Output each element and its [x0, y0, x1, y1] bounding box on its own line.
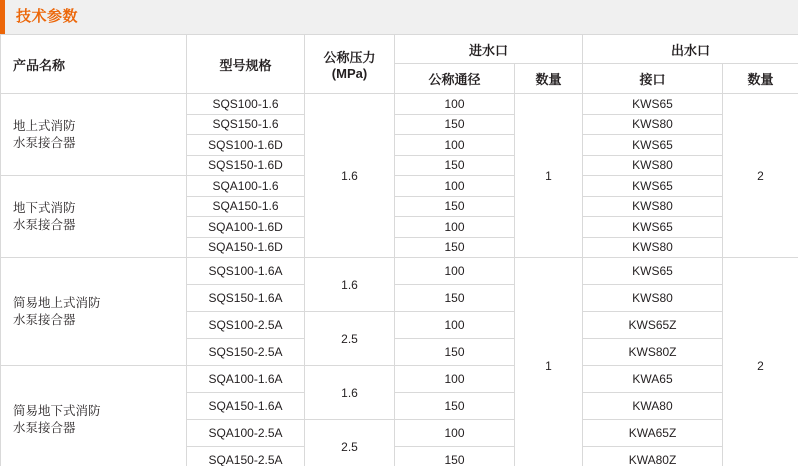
outlet-quantity-cell-bottom: 2	[723, 258, 798, 466]
model-cell: SQS150-1.6D	[187, 155, 305, 176]
diameter-cell: 150	[395, 285, 515, 312]
nominal-pressure-label-line1: 公称压力	[323, 50, 376, 65]
product-name-line-2: 水泵接合器	[13, 135, 76, 150]
pressure-cell-g3-high: 2.5	[305, 312, 395, 366]
section-title-bar	[0, 0, 798, 34]
interface-cell: KWS80	[583, 285, 723, 312]
model-cell: SQS100-2.5A	[187, 312, 305, 339]
diameter-cell: 100	[395, 366, 515, 393]
diameter-cell: 100	[395, 312, 515, 339]
model-cell: SQS150-1.6A	[187, 285, 305, 312]
product-name-cell-group-2	[1, 176, 187, 258]
diameter-cell: 100	[395, 94, 515, 115]
interface-cell: KWS65	[583, 135, 723, 156]
title-accent-bar	[0, 0, 5, 34]
model-cell: SQA100-1.6	[187, 176, 305, 197]
nominal-pressure-label-line2: (MPa)	[331, 66, 368, 81]
diameter-cell: 150	[395, 393, 515, 420]
product-name-line-1: 简易地上式消防	[13, 295, 101, 310]
product-name-cell-group-3	[1, 258, 187, 366]
diameter-cell: 100	[395, 420, 515, 447]
model-cell: SQS100-1.6	[187, 94, 305, 115]
table-row	[1, 94, 798, 115]
product-name-line-1: 地上式消防	[13, 118, 76, 133]
model-cell: SQA150-1.6A	[187, 393, 305, 420]
pressure-cell-top: 1.6	[305, 94, 395, 258]
model-cell: SQS100-1.6A	[187, 258, 305, 285]
interface-cell: KWA80Z	[583, 447, 723, 466]
diameter-cell: 100	[395, 258, 515, 285]
pressure-cell-g4-high: 2.5	[305, 420, 395, 466]
interface-cell: KWS65	[583, 258, 723, 285]
diameter-cell: 150	[395, 114, 515, 135]
interface-cell: KWS80	[583, 237, 723, 258]
diameter-cell: 150	[395, 196, 515, 217]
interface-cell: KWA80	[583, 393, 723, 420]
diameter-cell: 150	[395, 237, 515, 258]
diameter-cell: 150	[395, 339, 515, 366]
interface-cell: KWS65	[583, 94, 723, 115]
model-cell: SQA150-2.5A	[187, 447, 305, 466]
interface-cell: KWS65Z	[583, 312, 723, 339]
diameter-cell: 100	[395, 135, 515, 156]
column-header-model-spec: 型号规格	[187, 35, 305, 94]
inlet-quantity-cell-top: 1	[515, 94, 583, 258]
product-name-line-1: 地下式消防	[13, 200, 76, 215]
interface-cell: KWS65	[583, 176, 723, 197]
model-cell: SQA150-1.6	[187, 196, 305, 217]
product-name-cell-group-4	[1, 366, 187, 466]
page-title: 技术参数	[16, 8, 79, 25]
column-header-inlet-nominal-diameter: 公称通径	[395, 64, 515, 94]
table-row	[1, 258, 798, 285]
column-header-product-name: 产品名称	[1, 35, 187, 94]
column-header-inlet: 进水口	[395, 35, 583, 64]
diameter-cell: 100	[395, 176, 515, 197]
product-name-line-2: 水泵接合器	[13, 217, 76, 232]
column-header-outlet-quantity: 数量	[723, 64, 798, 94]
model-cell: SQS100-1.6D	[187, 135, 305, 156]
product-name-line-2: 水泵接合器	[13, 312, 76, 327]
table-body	[1, 94, 798, 466]
product-name-line-2: 水泵接合器	[13, 420, 76, 435]
interface-cell: KWS80	[583, 114, 723, 135]
diameter-cell: 100	[395, 217, 515, 238]
model-cell: SQA100-1.6A	[187, 366, 305, 393]
column-header-outlet: 出水口	[583, 35, 798, 64]
model-cell: SQA100-1.6D	[187, 217, 305, 238]
inlet-quantity-cell-bottom: 1	[515, 258, 583, 466]
table-header-row-1	[1, 35, 798, 64]
interface-cell: KWA65	[583, 366, 723, 393]
diameter-cell: 150	[395, 447, 515, 466]
diameter-cell: 150	[395, 155, 515, 176]
interface-cell: KWS80	[583, 196, 723, 217]
pressure-cell-g3-low: 1.6	[305, 258, 395, 312]
product-name-line-1: 简易地下式消防	[13, 403, 101, 418]
model-cell: SQS150-2.5A	[187, 339, 305, 366]
interface-cell: KWA65Z	[583, 420, 723, 447]
interface-cell: KWS80Z	[583, 339, 723, 366]
table-row	[1, 366, 798, 393]
model-cell: SQA100-2.5A	[187, 420, 305, 447]
table-header	[1, 35, 798, 94]
model-cell: SQS150-1.6	[187, 114, 305, 135]
interface-cell: KWS65	[583, 217, 723, 238]
pressure-cell-g4-low: 1.6	[305, 366, 395, 420]
column-header-nominal-pressure	[305, 35, 395, 94]
technical-parameters-table	[0, 34, 798, 466]
table-row	[1, 176, 798, 197]
column-header-inlet-quantity: 数量	[515, 64, 583, 94]
column-header-outlet-interface: 接口	[583, 64, 723, 94]
interface-cell: KWS80	[583, 155, 723, 176]
outlet-quantity-cell-top: 2	[723, 94, 798, 258]
model-cell: SQA150-1.6D	[187, 237, 305, 258]
product-name-cell-group-1	[1, 94, 187, 176]
